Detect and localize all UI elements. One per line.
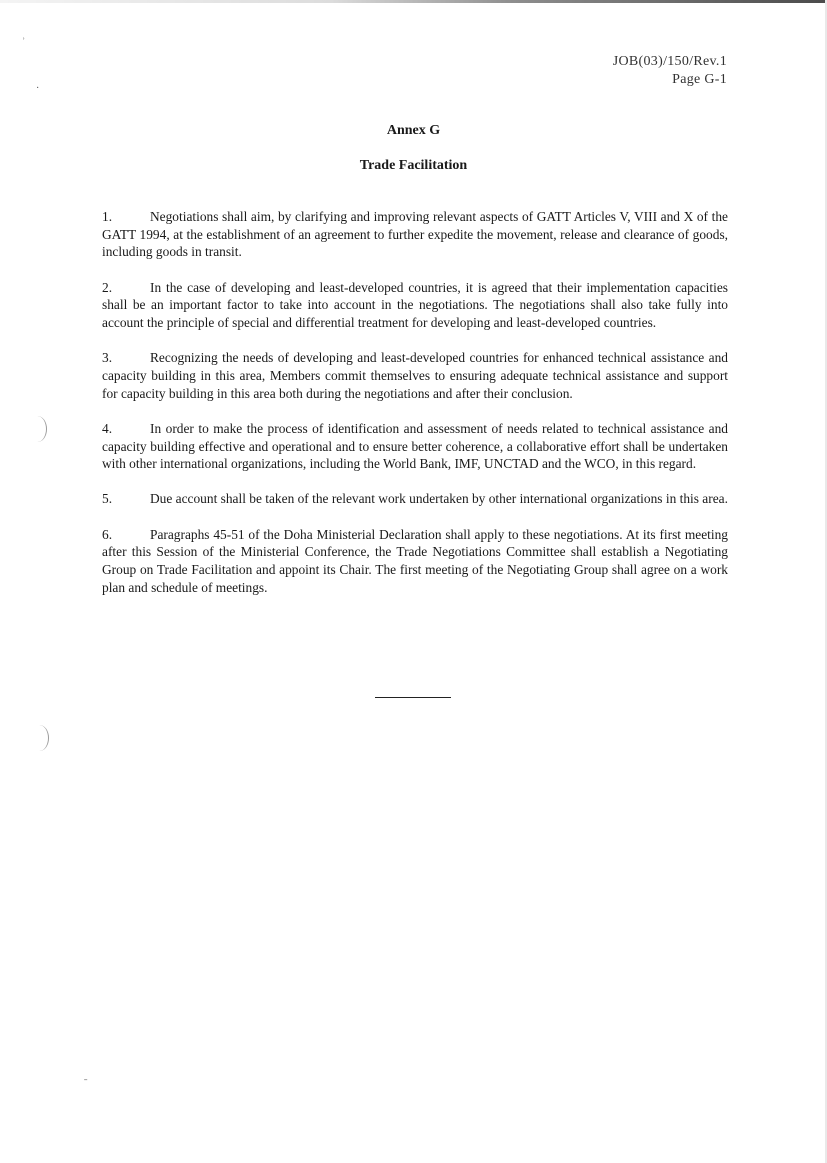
document-reference [613, 53, 727, 89]
scan-top-edge [0, 0, 827, 3]
punch-hole-mark [30, 725, 49, 751]
paragraph-text: Due account shall be taken of the relevant work undertaken by other international organizations in this area. [150, 491, 728, 507]
page-label: Page G-1 [672, 72, 727, 87]
paragraph-number: 4. [102, 420, 113, 436]
scan-speck: ˗ [84, 1074, 88, 1085]
paragraph-number: 5. [102, 491, 113, 507]
paragraph-text: Paragraphs 45-51 of the Doha Ministerial Declaration shall apply to these negotiations. At its first meeting after this Session of the Ministerial Conference, the Trade Negotiations Committee shall establish a Negotiating Group on Trade Facilitation and appoint its Chair. The first meeting of the Negotiating Group shall agree on a work plan and schedule of meetings. [102, 526, 728, 595]
punch-hole-mark [28, 416, 47, 442]
paragraph-list [102, 208, 728, 614]
annex-subtitle: Trade Facilitation [359, 158, 468, 173]
paragraph-text: In order to make the process of identification and assessment of needs related to technical assistance and capacity building effective and operational and to ensure better coherence, a collaborative effort shall be undertaken with other international organizations, including the World Bank, IMF, UNCTAD and the WCO, in this regard. [102, 420, 728, 472]
paragraph [102, 420, 728, 473]
paragraph-text: Recognizing the needs of developing and least-developed countries for enhanced technical assistance and capacity building in this area, Members commit themselves to ensuring adequate technical assistance and support for capacity building in this area both during the negotiations and after their conclusion. [102, 350, 728, 401]
paragraph [102, 490, 728, 508]
scan-speck: · [36, 83, 40, 94]
doc-symbol: JOB(03)/150/Rev.1 [612, 54, 727, 69]
paragraph [102, 349, 728, 402]
paragraph-number: 2. [102, 279, 113, 295]
paragraph [102, 279, 728, 332]
end-of-text-rule [375, 697, 451, 698]
paragraph-text: In the case of developing and least-developed countries, it is agreed that their implementation capacities shall be an important factor to take into account in the negotiations. The negotiations shall also take fully into account the principle of special and differential treatment for developing and least-developed countries. [102, 279, 728, 331]
paragraph-number: 6. [102, 526, 113, 542]
paragraph-number: 1. [102, 209, 113, 224]
paragraph-text: Negotiations shall aim, by clarifying and improving relevant aspects of GATT Articles V, VIII and X of the GATT 1994, at the establishment of an agreement to further expedite the movement, release and clearance of goods, including goods in transit. [102, 209, 728, 260]
paragraph-number: 3. [102, 350, 113, 366]
annex-title: Annex G [386, 123, 441, 138]
scan-speck: ˒ [22, 32, 26, 43]
paragraph [102, 208, 728, 261]
paragraph [102, 526, 728, 597]
